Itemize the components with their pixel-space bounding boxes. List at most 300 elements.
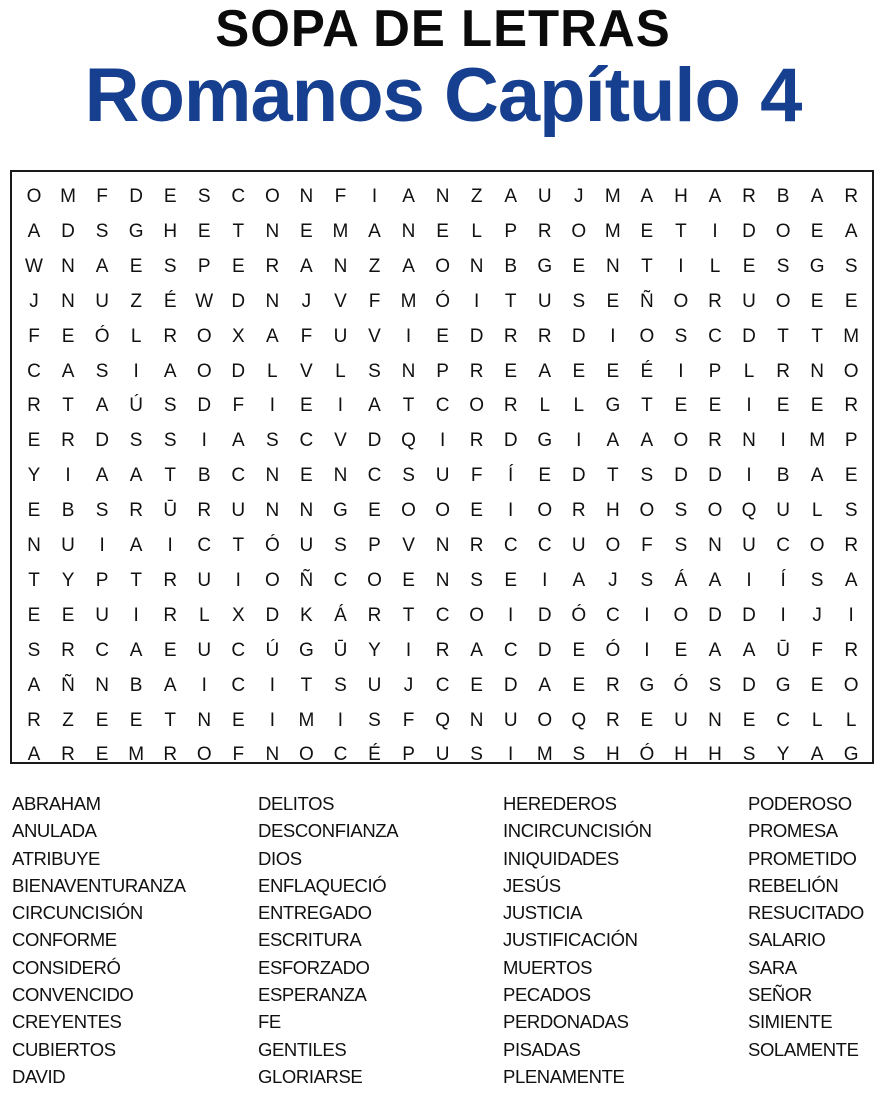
- grid-letter[interactable]: Ū: [333, 639, 348, 661]
- grid-letter[interactable]: R: [61, 430, 75, 452]
- grid-letter[interactable]: C: [776, 709, 790, 731]
- grid-letter[interactable]: I: [439, 430, 446, 452]
- grid-letter[interactable]: B: [776, 465, 790, 487]
- grid-letter[interactable]: D: [537, 604, 552, 626]
- grid-letter[interactable]: S: [708, 674, 722, 696]
- grid-letter[interactable]: T: [607, 465, 619, 487]
- grid-letter[interactable]: F: [232, 744, 245, 766]
- grid-letter[interactable]: I: [746, 569, 752, 591]
- grid-letter[interactable]: R: [163, 744, 178, 766]
- grid-letter[interactable]: N: [401, 220, 416, 242]
- grid-letter[interactable]: Z: [130, 290, 142, 312]
- grid-letter[interactable]: M: [298, 709, 315, 731]
- grid-letter[interactable]: J: [608, 569, 618, 591]
- grid-letter[interactable]: J: [301, 290, 312, 312]
- grid-letter[interactable]: P: [95, 569, 109, 591]
- grid-letter[interactable]: M: [604, 186, 621, 207]
- grid-letter[interactable]: O: [843, 360, 859, 382]
- grid-letter[interactable]: S: [368, 360, 381, 382]
- grid-letter[interactable]: O: [537, 709, 553, 731]
- grid-letter[interactable]: A: [27, 744, 41, 766]
- grid-letter[interactable]: H: [163, 220, 178, 242]
- grid-letter[interactable]: R: [605, 674, 620, 696]
- grid-letter[interactable]: I: [133, 604, 139, 626]
- grid-letter[interactable]: U: [435, 744, 450, 766]
- grid-letter[interactable]: Y: [61, 569, 75, 591]
- grid-letter[interactable]: S: [163, 430, 177, 452]
- grid-letter[interactable]: Ó: [435, 290, 450, 312]
- grid-letter[interactable]: R: [61, 744, 75, 766]
- grid-letter[interactable]: N: [299, 500, 314, 522]
- grid-letter[interactable]: E: [776, 395, 790, 417]
- grid-letter[interactable]: M: [400, 290, 417, 312]
- grid-letter[interactable]: F: [96, 186, 108, 207]
- grid-letter[interactable]: A: [708, 569, 722, 591]
- grid-letter[interactable]: I: [235, 569, 241, 591]
- grid-letter[interactable]: R: [469, 430, 484, 452]
- grid-letter[interactable]: S: [368, 709, 381, 731]
- grid-letter[interactable]: U: [776, 500, 790, 522]
- grid-letter[interactable]: E: [163, 639, 177, 661]
- grid-letter[interactable]: U: [95, 290, 109, 312]
- grid-letter[interactable]: I: [746, 465, 752, 487]
- grid-letter[interactable]: A: [504, 186, 518, 207]
- grid-letter[interactable]: A: [368, 220, 381, 242]
- grid-letter[interactable]: E: [368, 500, 381, 522]
- grid-letter[interactable]: R: [776, 360, 790, 382]
- grid-letter[interactable]: A: [61, 360, 75, 382]
- grid-letter[interactable]: R: [129, 500, 143, 522]
- grid-letter[interactable]: C: [197, 535, 212, 556]
- grid-letter[interactable]: I: [712, 220, 718, 242]
- grid-letter[interactable]: D: [571, 465, 586, 487]
- grid-letter[interactable]: S: [572, 290, 586, 312]
- grid-letter[interactable]: E: [300, 465, 313, 487]
- grid-letter[interactable]: E: [810, 220, 824, 242]
- grid-letter[interactable]: F: [641, 535, 653, 556]
- grid-letter[interactable]: S: [674, 535, 688, 556]
- grid-letter[interactable]: O: [26, 186, 42, 207]
- grid-letter[interactable]: S: [334, 674, 347, 696]
- grid-letter[interactable]: H: [674, 186, 688, 207]
- grid-letter[interactable]: N: [265, 290, 280, 312]
- grid-letter[interactable]: Z: [62, 709, 74, 731]
- grid-letter[interactable]: I: [576, 430, 582, 452]
- grid-letter[interactable]: M: [128, 744, 145, 766]
- grid-letter[interactable]: E: [674, 395, 688, 417]
- grid-letter[interactable]: J: [574, 186, 584, 207]
- grid-letter[interactable]: T: [232, 220, 245, 242]
- grid-letter[interactable]: Ó: [94, 325, 110, 347]
- grid-letter[interactable]: S: [163, 395, 177, 417]
- grid-letter[interactable]: I: [508, 604, 514, 626]
- grid-letter[interactable]: G: [299, 639, 314, 661]
- grid-letter[interactable]: T: [28, 569, 40, 591]
- grid-letter[interactable]: F: [334, 186, 347, 207]
- grid-letter[interactable]: J: [403, 674, 414, 696]
- grid-letter[interactable]: L: [811, 709, 823, 731]
- grid-letter[interactable]: G: [537, 430, 553, 452]
- grid-letter[interactable]: S: [402, 465, 415, 487]
- grid-letter[interactable]: I: [65, 465, 71, 487]
- grid-letter[interactable]: L: [573, 395, 585, 417]
- grid-letter[interactable]: E: [572, 360, 586, 382]
- grid-letter[interactable]: A: [163, 674, 177, 696]
- grid-letter[interactable]: U: [197, 569, 212, 591]
- grid-letter[interactable]: A: [95, 255, 109, 277]
- grid-letter[interactable]: D: [503, 674, 518, 696]
- grid-letter[interactable]: D: [742, 674, 756, 696]
- grid-letter[interactable]: U: [503, 709, 518, 731]
- grid-letter[interactable]: P: [368, 535, 381, 556]
- grid-letter[interactable]: F: [811, 639, 823, 661]
- grid-letter[interactable]: I: [678, 360, 684, 382]
- grid-letter[interactable]: V: [334, 430, 347, 452]
- grid-letter[interactable]: O: [469, 604, 485, 626]
- grid-letter[interactable]: U: [571, 535, 586, 556]
- grid-letter[interactable]: T: [164, 709, 176, 731]
- grid-letter[interactable]: Ñ: [640, 290, 654, 312]
- grid-letter[interactable]: E: [402, 569, 415, 591]
- grid-letter[interactable]: E: [197, 220, 211, 242]
- grid-letter[interactable]: O: [571, 220, 587, 242]
- grid-letter[interactable]: W: [25, 255, 43, 277]
- grid-letter[interactable]: H: [605, 500, 620, 522]
- grid-letter[interactable]: C: [333, 744, 348, 766]
- grid-letter[interactable]: A: [129, 465, 143, 487]
- grid-letter[interactable]: D: [129, 186, 143, 207]
- grid-letter[interactable]: S: [674, 500, 688, 522]
- grid-letter[interactable]: N: [469, 255, 484, 277]
- grid-letter[interactable]: S: [844, 255, 858, 277]
- grid-letter[interactable]: Ū: [163, 500, 178, 522]
- grid-letter[interactable]: T: [62, 395, 74, 417]
- grid-letter[interactable]: T: [504, 290, 517, 312]
- grid-letter[interactable]: E: [300, 395, 313, 417]
- grid-letter[interactable]: D: [742, 604, 756, 626]
- grid-letter[interactable]: E: [810, 290, 824, 312]
- grid-letter[interactable]: N: [401, 360, 416, 382]
- grid-letter[interactable]: O: [707, 500, 723, 522]
- grid-letter[interactable]: I: [542, 569, 548, 591]
- grid-letter[interactable]: Ó: [673, 674, 689, 696]
- grid-letter[interactable]: Ó: [571, 604, 587, 626]
- grid-letter[interactable]: R: [27, 709, 41, 731]
- grid-letter[interactable]: E: [27, 604, 41, 626]
- grid-letter[interactable]: R: [163, 604, 178, 626]
- grid-letter[interactable]: E: [504, 569, 518, 591]
- grid-letter[interactable]: C: [231, 639, 246, 661]
- grid-letter[interactable]: A: [95, 465, 109, 487]
- grid-letter[interactable]: C: [299, 430, 314, 452]
- grid-letter[interactable]: E: [470, 500, 483, 522]
- grid-letter[interactable]: I: [780, 430, 786, 452]
- grid-letter[interactable]: R: [605, 709, 620, 731]
- grid-letter[interactable]: A: [606, 430, 620, 452]
- grid-letter[interactable]: P: [402, 744, 415, 766]
- grid-letter[interactable]: V: [300, 360, 313, 382]
- grid-letter[interactable]: U: [197, 639, 212, 661]
- grid-letter[interactable]: E: [810, 395, 824, 417]
- grid-letter[interactable]: L: [743, 360, 755, 382]
- grid-letter[interactable]: N: [265, 744, 280, 766]
- grid-letter[interactable]: L: [811, 500, 823, 522]
- grid-letter[interactable]: D: [367, 430, 382, 452]
- grid-letter[interactable]: S: [163, 255, 177, 277]
- grid-letter[interactable]: Ó: [605, 639, 621, 661]
- grid-letter[interactable]: N: [435, 186, 450, 207]
- grid-letter[interactable]: I: [167, 535, 173, 556]
- grid-letter[interactable]: É: [368, 744, 381, 766]
- grid-letter[interactable]: N: [708, 709, 722, 731]
- grid-letter[interactable]: A: [810, 186, 824, 207]
- grid-letter[interactable]: A: [402, 186, 415, 207]
- grid-letter[interactable]: I: [610, 325, 616, 347]
- grid-letter[interactable]: D: [265, 604, 280, 626]
- grid-letter[interactable]: R: [163, 325, 178, 347]
- grid-letter[interactable]: U: [95, 604, 109, 626]
- grid-letter[interactable]: S: [640, 465, 654, 487]
- grid-letter[interactable]: N: [265, 500, 280, 522]
- grid-letter[interactable]: N: [27, 535, 41, 556]
- grid-letter[interactable]: O: [264, 186, 280, 207]
- grid-letter[interactable]: E: [538, 465, 552, 487]
- grid-letter[interactable]: U: [367, 674, 382, 696]
- grid-letter[interactable]: A: [95, 395, 109, 417]
- grid-letter[interactable]: R: [469, 535, 484, 556]
- grid-letter[interactable]: U: [674, 709, 688, 731]
- grid-letter[interactable]: I: [780, 604, 786, 626]
- grid-letter[interactable]: N: [435, 535, 450, 556]
- grid-letter[interactable]: R: [844, 639, 859, 661]
- grid-letter[interactable]: N: [299, 186, 314, 207]
- grid-letter[interactable]: N: [605, 255, 620, 277]
- grid-letter[interactable]: C: [95, 639, 109, 661]
- grid-letter[interactable]: R: [27, 395, 41, 417]
- grid-letter[interactable]: Q: [741, 500, 757, 522]
- grid-letter[interactable]: N: [708, 535, 722, 556]
- grid-letter[interactable]: E: [95, 709, 109, 731]
- grid-letter[interactable]: Á: [674, 569, 688, 591]
- grid-letter[interactable]: B: [504, 255, 518, 277]
- grid-letter[interactable]: Á: [334, 604, 347, 626]
- grid-letter[interactable]: R: [571, 500, 586, 522]
- grid-letter[interactable]: Ú: [265, 639, 280, 661]
- grid-letter[interactable]: N: [265, 465, 280, 487]
- grid-letter[interactable]: L: [471, 220, 482, 242]
- grid-letter[interactable]: S: [844, 500, 858, 522]
- grid-letter[interactable]: E: [129, 709, 143, 731]
- grid-letter[interactable]: M: [332, 220, 349, 242]
- grid-letter[interactable]: O: [196, 325, 212, 347]
- grid-letter[interactable]: G: [775, 674, 791, 696]
- grid-letter[interactable]: A: [27, 220, 41, 242]
- grid-letter[interactable]: O: [843, 674, 859, 696]
- grid-letter[interactable]: R: [503, 325, 518, 347]
- grid-letter[interactable]: S: [197, 186, 211, 207]
- grid-letter[interactable]: E: [470, 674, 483, 696]
- grid-letter[interactable]: E: [572, 255, 586, 277]
- grid-letter[interactable]: R: [197, 500, 212, 522]
- grid-letter[interactable]: Ó: [264, 535, 280, 556]
- grid-letter[interactable]: C: [27, 360, 41, 382]
- grid-letter[interactable]: I: [133, 360, 139, 382]
- grid-letter[interactable]: U: [299, 535, 314, 556]
- grid-letter[interactable]: M: [60, 186, 76, 207]
- grid-letter[interactable]: L: [709, 255, 721, 277]
- grid-letter[interactable]: C: [605, 604, 620, 626]
- grid-letter[interactable]: U: [537, 290, 552, 312]
- grid-letter[interactable]: R: [537, 325, 552, 347]
- grid-letter[interactable]: R: [265, 255, 280, 277]
- grid-letter[interactable]: E: [844, 290, 858, 312]
- grid-letter[interactable]: I: [746, 395, 752, 417]
- grid-letter[interactable]: Z: [368, 255, 381, 277]
- grid-letter[interactable]: N: [61, 290, 75, 312]
- grid-letter[interactable]: S: [27, 639, 41, 661]
- grid-letter[interactable]: Ó: [639, 744, 655, 766]
- grid-letter[interactable]: A: [300, 255, 313, 277]
- grid-letter[interactable]: V: [368, 325, 381, 347]
- grid-letter[interactable]: A: [538, 360, 552, 382]
- grid-letter[interactable]: S: [572, 744, 586, 766]
- grid-letter[interactable]: P: [504, 220, 518, 242]
- grid-letter[interactable]: O: [264, 569, 280, 591]
- grid-letter[interactable]: L: [130, 325, 142, 347]
- grid-letter[interactable]: A: [640, 186, 654, 207]
- grid-letter[interactable]: U: [333, 325, 348, 347]
- grid-letter[interactable]: R: [503, 395, 518, 417]
- grid-letter[interactable]: I: [201, 674, 207, 696]
- grid-letter[interactable]: T: [777, 325, 789, 347]
- grid-letter[interactable]: O: [196, 360, 212, 382]
- grid-letter[interactable]: N: [742, 430, 756, 452]
- grid-letter[interactable]: Ū: [776, 639, 790, 661]
- grid-letter[interactable]: C: [708, 325, 722, 347]
- grid-letter[interactable]: F: [470, 465, 483, 487]
- grid-letter[interactable]: U: [231, 500, 246, 522]
- grid-letter[interactable]: U: [61, 535, 75, 556]
- grid-letter[interactable]: E: [708, 395, 722, 417]
- grid-letter[interactable]: E: [640, 220, 654, 242]
- grid-letter[interactable]: T: [641, 395, 653, 417]
- grid-letter[interactable]: A: [708, 186, 722, 207]
- grid-letter[interactable]: E: [674, 639, 688, 661]
- grid-letter[interactable]: F: [300, 325, 313, 347]
- grid-letter[interactable]: O: [196, 744, 212, 766]
- grid-letter[interactable]: F: [232, 395, 245, 417]
- grid-letter[interactable]: E: [231, 709, 245, 731]
- grid-letter[interactable]: C: [435, 395, 450, 417]
- grid-letter[interactable]: R: [163, 569, 178, 591]
- grid-letter[interactable]: L: [267, 360, 278, 382]
- grid-letter[interactable]: O: [299, 744, 314, 766]
- grid-letter[interactable]: I: [405, 325, 412, 347]
- grid-letter[interactable]: I: [508, 500, 514, 522]
- grid-letter[interactable]: G: [639, 674, 655, 696]
- grid-letter[interactable]: D: [537, 639, 552, 661]
- grid-letter[interactable]: Q: [571, 709, 587, 731]
- grid-letter[interactable]: D: [503, 430, 518, 452]
- grid-letter[interactable]: O: [435, 255, 450, 277]
- grid-letter[interactable]: E: [810, 674, 824, 696]
- grid-letter[interactable]: H: [674, 744, 688, 766]
- grid-letter[interactable]: L: [335, 360, 346, 382]
- grid-letter[interactable]: D: [231, 360, 246, 382]
- grid-letter[interactable]: I: [678, 255, 684, 277]
- grid-letter[interactable]: D: [742, 325, 756, 347]
- grid-letter[interactable]: I: [508, 744, 514, 766]
- grid-letter[interactable]: C: [231, 186, 246, 207]
- grid-letter[interactable]: Ñ: [299, 569, 314, 591]
- grid-letter[interactable]: G: [809, 255, 825, 277]
- grid-letter[interactable]: E: [572, 639, 586, 661]
- grid-letter[interactable]: E: [300, 220, 313, 242]
- grid-letter[interactable]: N: [61, 255, 75, 277]
- grid-letter[interactable]: O: [605, 535, 621, 556]
- grid-letter[interactable]: E: [504, 360, 518, 382]
- grid-letter[interactable]: Q: [401, 430, 416, 452]
- grid-letter[interactable]: S: [640, 569, 654, 591]
- grid-letter[interactable]: P: [197, 255, 211, 277]
- grid-letter[interactable]: E: [61, 604, 75, 626]
- grid-letter[interactable]: K: [300, 604, 313, 626]
- grid-letter[interactable]: A: [470, 639, 483, 661]
- grid-letter[interactable]: T: [130, 569, 142, 591]
- grid-letter[interactable]: E: [436, 220, 449, 242]
- grid-letter[interactable]: F: [402, 709, 415, 731]
- grid-letter[interactable]: D: [469, 325, 484, 347]
- grid-letter[interactable]: F: [28, 325, 40, 347]
- grid-letter[interactable]: E: [640, 709, 654, 731]
- grid-letter[interactable]: Í: [780, 569, 786, 591]
- grid-letter[interactable]: C: [231, 465, 246, 487]
- grid-letter[interactable]: T: [811, 325, 823, 347]
- grid-letter[interactable]: O: [673, 604, 689, 626]
- grid-letter[interactable]: C: [503, 535, 518, 556]
- grid-letter[interactable]: Y: [368, 639, 381, 661]
- grid-letter[interactable]: O: [401, 500, 416, 522]
- grid-letter[interactable]: C: [435, 604, 450, 626]
- grid-letter[interactable]: T: [164, 465, 176, 487]
- grid-letter[interactable]: D: [708, 604, 722, 626]
- grid-letter[interactable]: I: [474, 290, 480, 312]
- grid-letter[interactable]: U: [742, 290, 756, 312]
- grid-letter[interactable]: A: [129, 639, 143, 661]
- grid-letter[interactable]: D: [231, 290, 246, 312]
- grid-letter[interactable]: N: [810, 360, 824, 382]
- grid-letter[interactable]: D: [708, 465, 722, 487]
- grid-letter[interactable]: A: [402, 255, 415, 277]
- grid-letter[interactable]: R: [844, 186, 859, 207]
- grid-letter[interactable]: E: [163, 186, 177, 207]
- grid-letter[interactable]: B: [776, 186, 790, 207]
- grid-letter[interactable]: N: [265, 220, 280, 242]
- grid-letter[interactable]: E: [606, 360, 620, 382]
- grid-letter[interactable]: S: [266, 430, 279, 452]
- grid-letter[interactable]: R: [469, 360, 484, 382]
- grid-letter[interactable]: N: [197, 709, 212, 731]
- grid-letter[interactable]: S: [95, 500, 109, 522]
- grid-letter[interactable]: E: [27, 500, 41, 522]
- grid-letter[interactable]: R: [708, 430, 722, 452]
- grid-letter[interactable]: S: [470, 744, 483, 766]
- grid-letter[interactable]: A: [844, 220, 858, 242]
- grid-letter[interactable]: N: [469, 709, 484, 731]
- grid-letter[interactable]: N: [333, 255, 348, 277]
- grid-letter[interactable]: M: [843, 325, 860, 347]
- grid-letter[interactable]: R: [742, 186, 756, 207]
